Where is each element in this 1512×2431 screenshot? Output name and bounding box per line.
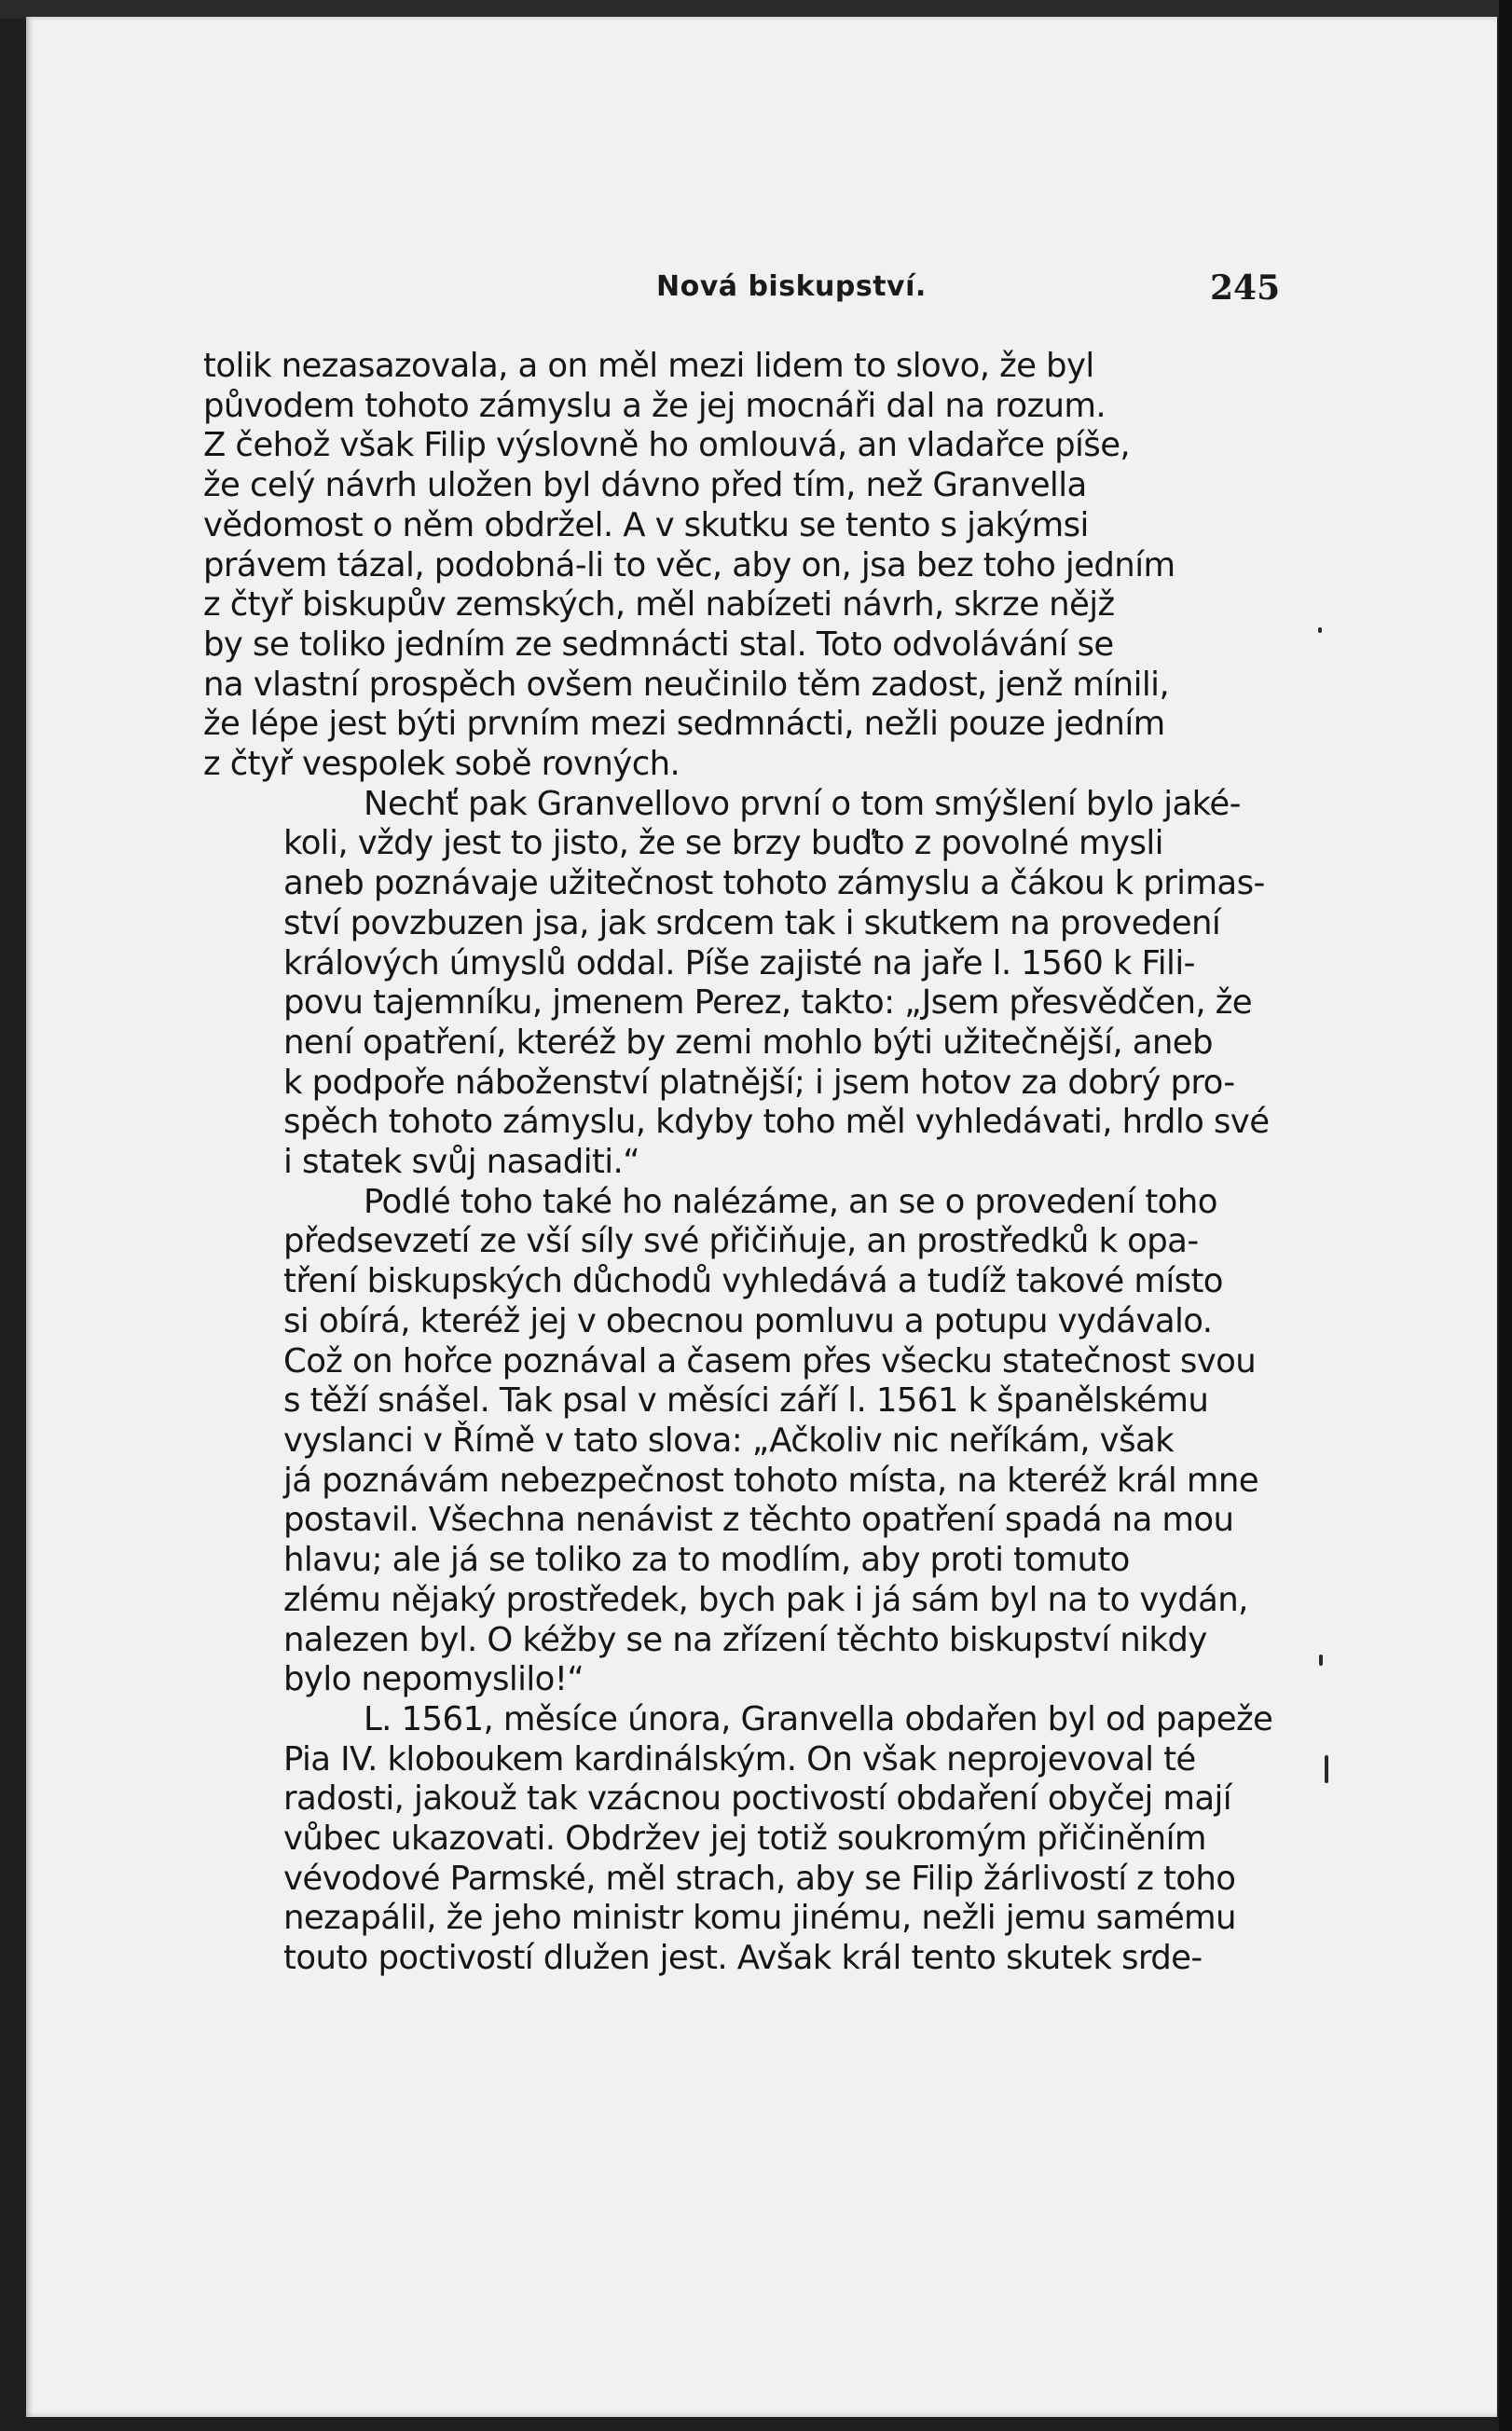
text-line: bylo nepomyslilo!“: [283, 1660, 584, 1699]
text-line: by se toliko jedním ze sedmnácti stal. Toto odvolávání se: [203, 625, 1114, 664]
text-line: L. 1561, měsíce února, Granvella obdařen byl od papeže: [364, 1699, 1273, 1738]
text-line: tolik nezasazovala, a on měl mezi lidem to slovo, že byl: [203, 347, 1094, 385]
text-line: předsevzetí ze vší síly své přičiňuje, an prostředků k opa-: [283, 1222, 1199, 1261]
text-line: na vlastní prospěch ovšem neučinilo těm zadost, jenž mínili,: [203, 665, 1170, 704]
text-line: nezapálil, že jeho ministr komu jinému, nežli jemu samému: [283, 1899, 1236, 1938]
text-line: právem tázal, podobná-li to věc, aby on, jsa bez toho jedním: [203, 545, 1175, 584]
text-line: původem tohoto zámyslu a že jej mocnáři dal na rozum.: [203, 386, 1107, 425]
text-line: povu tajemníku, jmenem Perez, takto: „Jsem přesvědčen, že: [283, 983, 1252, 1023]
paragraph-2: [203, 785, 1303, 1183]
scan-edge-right: [1499, 0, 1512, 2431]
scan-edge-top: [0, 0, 1512, 19]
text-line: koli, vždy jest to jisto, že se brzy buďto z povolné mysli: [283, 824, 1163, 863]
text-line: Pia IV. kloboukem kardinálským. On však neprojevoval té: [283, 1739, 1196, 1779]
text-line: vědomost o něm obdržel. A v skutku se tento s jakýmsi: [203, 505, 1089, 544]
text-line: s těží snášel. Tak psal v měsíci září l. 1561 k španělskému: [283, 1381, 1209, 1421]
body-text: [203, 347, 1303, 1979]
paragraph-1: [203, 347, 1303, 785]
text-line: vůbec ukazovati. Obdržev jej totiž soukromým přičiněním: [283, 1820, 1206, 1859]
text-line: vyslanci v Římě v tato slova: „Ačkoliv nic neříkám, však: [283, 1421, 1175, 1460]
text-line: ství povzbuzen jsa, jak srdcem tak i skutkem na provedení: [283, 903, 1221, 942]
text-line: hlavu; ale já se toliko za to modlím, aby proti tomuto: [283, 1541, 1130, 1580]
paragraph-4: [203, 1700, 1303, 1979]
text-line: Což on hořce poznával a časem přes všecku statečnost svou: [283, 1341, 1257, 1380]
text-line: králových úmyslů oddal. Píše zajisté na jaře l. 1560 k Fili-: [283, 943, 1195, 982]
margin-mark: [1319, 1655, 1323, 1666]
text-line: si obírá, kteréž jej v obecnou pomluvu a potupu vydávalo.: [283, 1301, 1213, 1340]
text-line: že lépe jest býti prvním mezi sedmnácti, nežli pouze jedním: [203, 705, 1165, 744]
text-line: Nechť pak Granvellovo první o tom smýšlení bylo jaké-: [364, 784, 1241, 823]
text-line: že celý návrh uložen byl dávno před tím, než Granvella: [203, 466, 1087, 505]
text-line: k podpoře náboženství platnější; i jsem hotov za dobrý pro-: [283, 1063, 1235, 1102]
text-line: nalezen byl. O kéžby se na zřízení těchto biskupství nikdy: [283, 1620, 1207, 1659]
text-line: aneb poznávaje užitečnost tohoto zámyslu a čákou k primas-: [283, 864, 1265, 903]
page-number: 245: [1210, 268, 1281, 308]
text-line: tření biskupských důchodů vyhledává a tudíž takové místo: [283, 1262, 1223, 1301]
text-line: spěch tohoto zámyslu, kdyby toho měl vyhledávati, hrdlo své: [283, 1103, 1270, 1142]
text-line: z čtyř vespolek sobě rovných.: [203, 745, 680, 784]
margin-mark: [1318, 627, 1322, 633]
running-head-title: Nová biskupství.: [656, 270, 927, 303]
text-line: není opatření, kteréž by zemi mohlo býti užitečnější, aneb: [283, 1023, 1213, 1062]
margin-mark: [1325, 1755, 1328, 1783]
text-line: já poznávám nebezpečnost tohoto místa, na kteréž král mne: [283, 1461, 1259, 1500]
text-line: Podlé toho také ho nalézáme, an se o provedení toho: [364, 1182, 1217, 1221]
text-line: Z čehož však Filip výslovně ho omlouvá, an vladařce píše,: [203, 426, 1131, 465]
text-line: i statek svůj nasaditi.“: [283, 1143, 640, 1182]
text-line: radosti, jakouž tak vzácnou poctivostí obdaření obyčej mají: [283, 1779, 1232, 1819]
text-line: zlému nějaký prostředek, bych pak i já sám byl na to vydán,: [283, 1580, 1248, 1619]
paragraph-3: [203, 1183, 1303, 1700]
text-line: z čtyř biskupův zemských, měl nabízeti návrh, skrze nějž: [203, 585, 1115, 625]
book-page: [26, 17, 1497, 2417]
text-line: postavil. Všechna nenávist z těchto opatření spadá na mou: [283, 1501, 1234, 1540]
running-head: [26, 270, 1497, 313]
text-line: vévodové Parmské, měl strach, aby se Filip žárlivostí z toho: [283, 1859, 1236, 1898]
text-line: touto poctivostí dlužen jest. Avšak král tento skutek srde-: [283, 1939, 1203, 1978]
